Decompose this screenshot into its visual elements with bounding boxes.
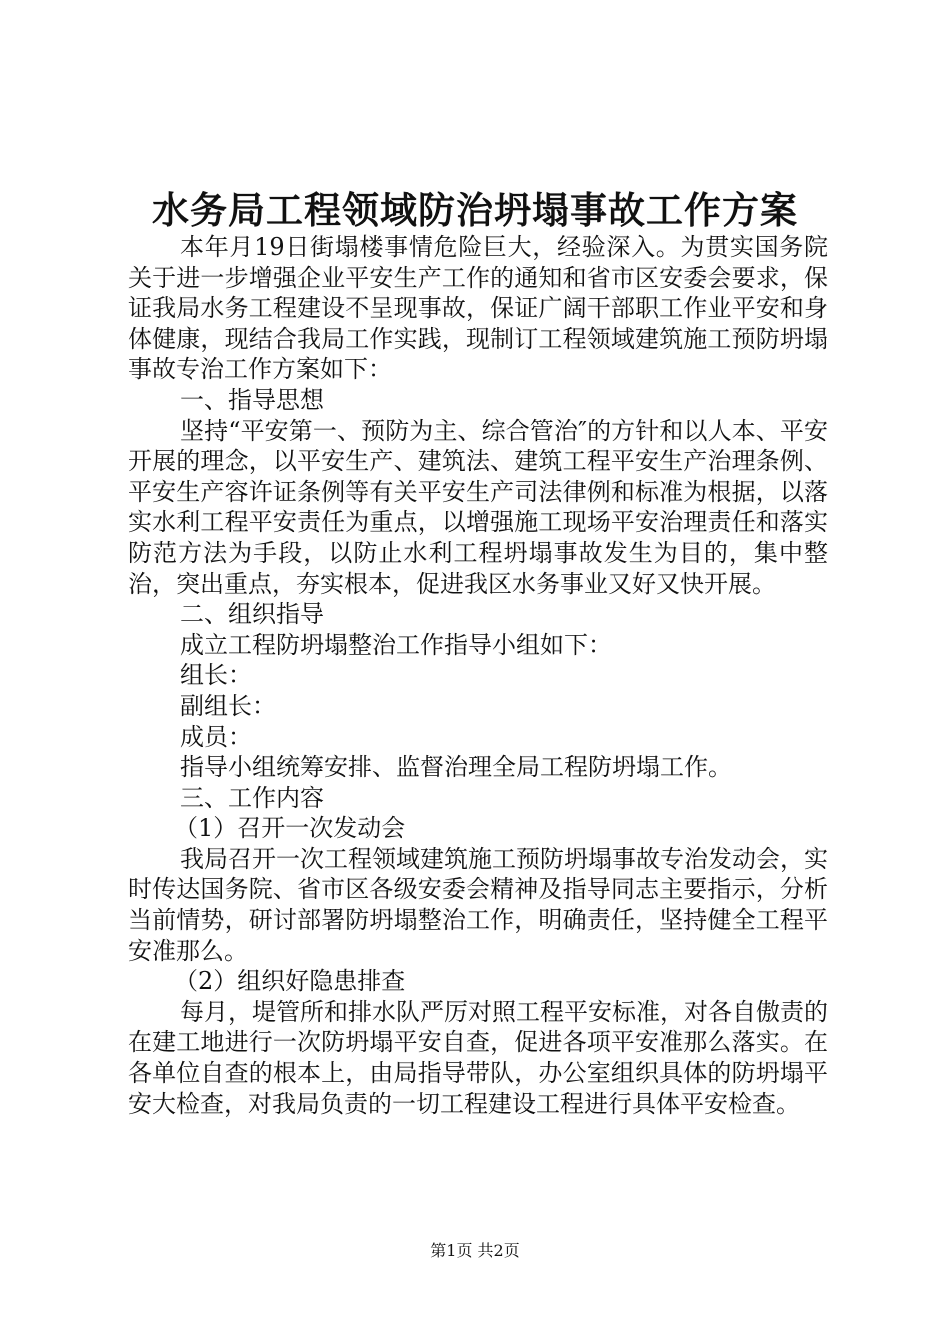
section-heading-guiding-ideology: 一、指导思想 <box>180 385 324 414</box>
page-number-footer: 第1页 共2页 <box>430 1241 520 1260</box>
subheading-hazard-inspection: （2）组织好隐患排查 <box>174 967 406 996</box>
section-heading-work-content: 三、工作内容 <box>180 783 324 812</box>
organization-paragraph: 成立工程防坍塌整治工作指导小组如下： <box>180 630 612 659</box>
mobilization-meeting-paragraph: 我局召开一次工程领域建筑施工预防坍塌事故专治发动会，实时传达国务院、省市区各级安委会精神及指导同志主要指示，分析当前情势，研讨部署防坍塌整治工作，明确责任，坚持健全工程平安准那么。 <box>128 844 828 965</box>
deputy-leader-line: 副组长： <box>180 691 276 720</box>
members-line: 成员： <box>180 722 252 751</box>
section-heading-organization: 二、组织指导 <box>180 600 324 629</box>
document-body <box>128 232 828 1119</box>
intro-paragraph: 本年月19日街塌楼事情危险巨大，经验深入。为贯实国务院关于进一步增强企业平安生产工作的通知和省市区安委会要求，保证我局水务工程建设不呈现事故，保证广阔干部职工作业平安和身体健康，现结合我局工作实践，现制订工程领域建筑施工预防坍塌事故专治工作方案如下： <box>128 233 828 384</box>
team-duty-paragraph: 指导小组统筹安排、监督治理全局工程防坍塌工作。 <box>180 753 732 782</box>
subheading-mobilization-meeting: （1）召开一次发动会 <box>174 814 406 843</box>
hazard-inspection-paragraph: 每月，堤管所和排水队严厉对照工程平安标准，对各自傲责的在建工地进行一次防坍塌平安自查，促进各项平安准那么落实。在各单位自查的根本上，由局指导带队，办公室组织具体的防坍塌平安大检查，对我局负责的一切工程建设工程进行具体平安检查。 <box>128 997 828 1118</box>
document-title: 水务局工程领域防治坍塌事故工作方案 <box>152 188 798 232</box>
guiding-ideology-paragraph: 坚持“平安第一、预防为主、综合管治″的方针和以人本、平安开展的理念，以平安生产、建筑法、建筑工程平安生产治理条例、平安生产容许证条例等有关平安生产司法律例和标准为根据，以落实水利工程平安责任为重点，以增强施工现场平安治理责任和落实防范方法为手段，以防止水利工程坍塌事故发生为目的，集中整治，突出重点，夯实根本，促进我区水务事业又好又快开展。 <box>128 416 828 598</box>
team-leader-line: 组长： <box>180 661 252 690</box>
